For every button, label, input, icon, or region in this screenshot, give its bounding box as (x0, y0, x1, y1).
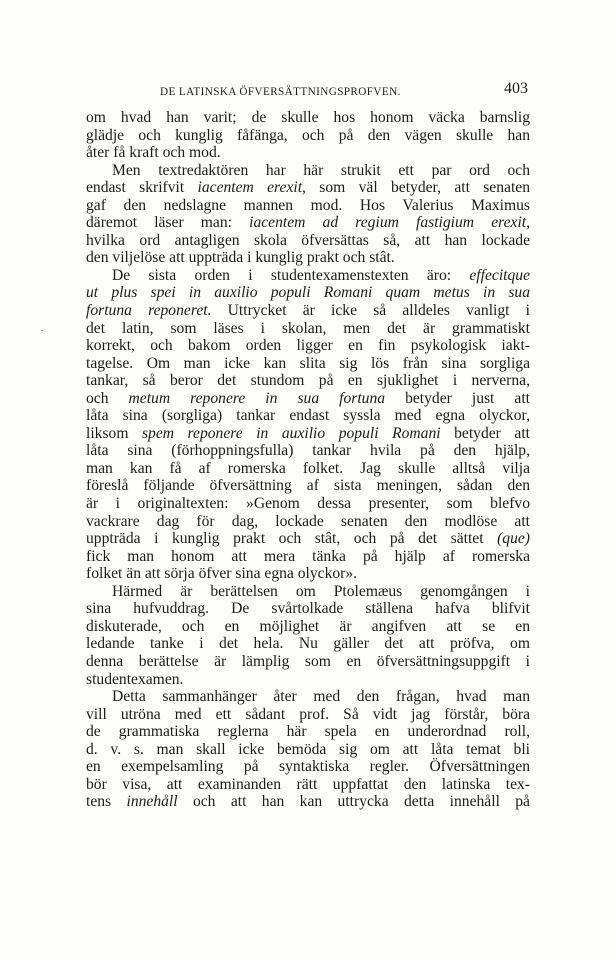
text-segment: betyder att (440, 424, 530, 442)
text-line (86, 390, 530, 408)
text-line (86, 214, 530, 232)
text-line (86, 583, 530, 601)
text-line (86, 776, 530, 794)
italic-text-segment: iacentem ad regium fastigium erexit, (249, 214, 531, 232)
text-segment: folket än att sörja öfver sina egna olyckor». (86, 565, 358, 583)
text-line (86, 477, 530, 495)
body-text (86, 109, 530, 811)
text-segment: tens (86, 793, 127, 811)
text-segment: den viljelöse att uppträda i kunglig prakt och stât. (86, 249, 395, 267)
text-segment: en exempelsamling på syntaktiska regler. Öfversättningen (86, 758, 530, 776)
text-segment: vill utröna med ett sådant prof. Så vidt jag förstår, böra (86, 705, 530, 723)
text-line (86, 706, 530, 724)
text-line (86, 372, 530, 390)
text-segment: låta sina (förhoppningsfulla) tankar hvila på den hjälp, (86, 442, 530, 460)
italic-text-segment: innehåll (126, 793, 178, 811)
text-line (86, 635, 530, 653)
text-line (86, 688, 530, 706)
italic-text-segment: spem reponere in auxilio populi Romani (141, 424, 441, 442)
text-line (86, 407, 530, 425)
text-line (86, 302, 530, 320)
text-line (86, 548, 530, 566)
text-line (86, 723, 530, 741)
text-line (86, 179, 530, 197)
running-header (86, 80, 528, 102)
text-line (86, 495, 530, 513)
text-segment: vackrare dag för dag, lockade senaten den modlöse att (86, 512, 530, 530)
running-title: DE LATINSKA ÖFVERSÄTTNINGSPROFVEN. (160, 86, 401, 98)
text-segment: diskuterade, och en möjlighet är angifven att se en (86, 617, 530, 635)
text-line (86, 267, 530, 285)
text-segment: om hvad han varit; de skulle hos honom väcka barnslig (86, 109, 530, 126)
text-segment: Uttrycket är icke så alldeles vanligt i (211, 302, 531, 320)
text-line (86, 565, 530, 583)
page-number: 403 (504, 80, 528, 97)
text-segment: sina hufvuddrag. De svårtolkade ställena hafva blifvit (86, 600, 530, 618)
text-line (86, 442, 530, 460)
text-segment: studentexamen. (86, 670, 184, 688)
text-segment: fick man honom att mera tänka på hjälp af romerska (86, 547, 530, 565)
text-line (86, 425, 530, 443)
text-line (86, 249, 530, 267)
italic-text-segment: metum reponere in sua fortuna (128, 389, 386, 407)
text-segment: liksom (86, 424, 142, 442)
text-segment: åter få kraft och mod. (86, 144, 221, 162)
text-segment: som väl betyder, att senaten (305, 179, 531, 197)
italic-text-segment: effecitque (469, 266, 530, 284)
text-line (86, 284, 530, 302)
text-line (86, 671, 530, 689)
text-line (86, 758, 530, 776)
text-line (86, 513, 530, 531)
text-segment: uppträda i kunglig prakt och stât, och på det sättet (86, 530, 498, 548)
italic-text-segment: iacentem erexit, (197, 179, 306, 197)
text-segment: bör visa, att examinanden rätt uppfattat den latinska tex- (86, 775, 530, 793)
text-segment: Detta sammanhänger åter med den frågan, hvad man (112, 688, 530, 706)
text-segment: låta sina (sorgliga) tankar endast syssla med egna olyckor, (86, 407, 530, 425)
text-segment: de grammatiska reglerna här spela en underordnad roll, (86, 723, 530, 741)
text-line (86, 460, 530, 478)
italic-text-segment: ut plus spei in auxilio populi Romani quam metus in sua (86, 284, 530, 302)
text-line (86, 232, 530, 250)
text-line (86, 127, 530, 145)
text-segment: föreslå följande öfversättning af sista meningen, sådan den (86, 477, 530, 495)
text-segment: De sista orden i studentexamenstexten äro: (112, 266, 470, 284)
margin-mark: · (40, 323, 44, 337)
text-segment: och (86, 389, 129, 407)
text-line (86, 320, 530, 338)
text-segment: däremot läser man: (86, 214, 250, 232)
text-line (86, 741, 530, 759)
text-segment: d. v. s. man skall icke bemöda sig om att låta temat bli (86, 740, 530, 758)
text-line (86, 162, 530, 180)
text-line (86, 109, 530, 127)
italic-text-segment: (que) (497, 530, 530, 548)
text-segment: glädje och kunglig fåfänga, och på den vägen skulle han (86, 126, 530, 144)
text-line (86, 653, 530, 671)
text-line (86, 530, 530, 548)
text-segment: man kan få af romerska folket. Jag skulle alltså vilja (86, 459, 530, 477)
text-line (86, 197, 530, 215)
text-segment: korrekt, och bakom orden ligger en fin psykologisk iakt- (86, 337, 530, 355)
text-line (86, 355, 530, 373)
text-segment: är i originaltexten: »Genom dessa presenter, som blefvo (86, 495, 530, 513)
text-segment: hvilka ord antagligen skola öfversättas så, att han lockade (86, 231, 530, 249)
text-segment: Men textredaktören har här strukit ett par ord och (112, 161, 530, 179)
text-segment: denna berättelse är lämplig som en öfversättningsuppgift i (86, 652, 530, 670)
text-segment: betyder just att (385, 389, 531, 407)
text-line (86, 144, 530, 162)
text-segment: tagelse. Om man icke kan slita sig lös från sina sorgliga (86, 354, 530, 372)
text-line (86, 618, 530, 636)
text-segment: det latin, som läses i skolan, men det är grammatiskt (86, 319, 530, 337)
text-segment: ledande tanke i det hela. Nu gäller det att pröfva, om (86, 635, 530, 653)
text-segment: Härmed är berättelsen om Ptolemæus genomgången i (112, 582, 530, 600)
text-line (86, 600, 530, 618)
text-segment: gaf den nedslagne mannen mod. Hos Valerius Maximus (86, 196, 530, 214)
text-segment: och att han kan uttrycka detta innehåll på (177, 793, 530, 811)
text-segment: endast skrifvit (86, 179, 198, 197)
italic-text-segment: fortuna reponeret. (86, 302, 212, 320)
text-line (86, 793, 530, 811)
text-line (86, 337, 530, 355)
text-segment: tankar, så beror det stundom på en sjuklighet i nerverna, (86, 372, 530, 390)
